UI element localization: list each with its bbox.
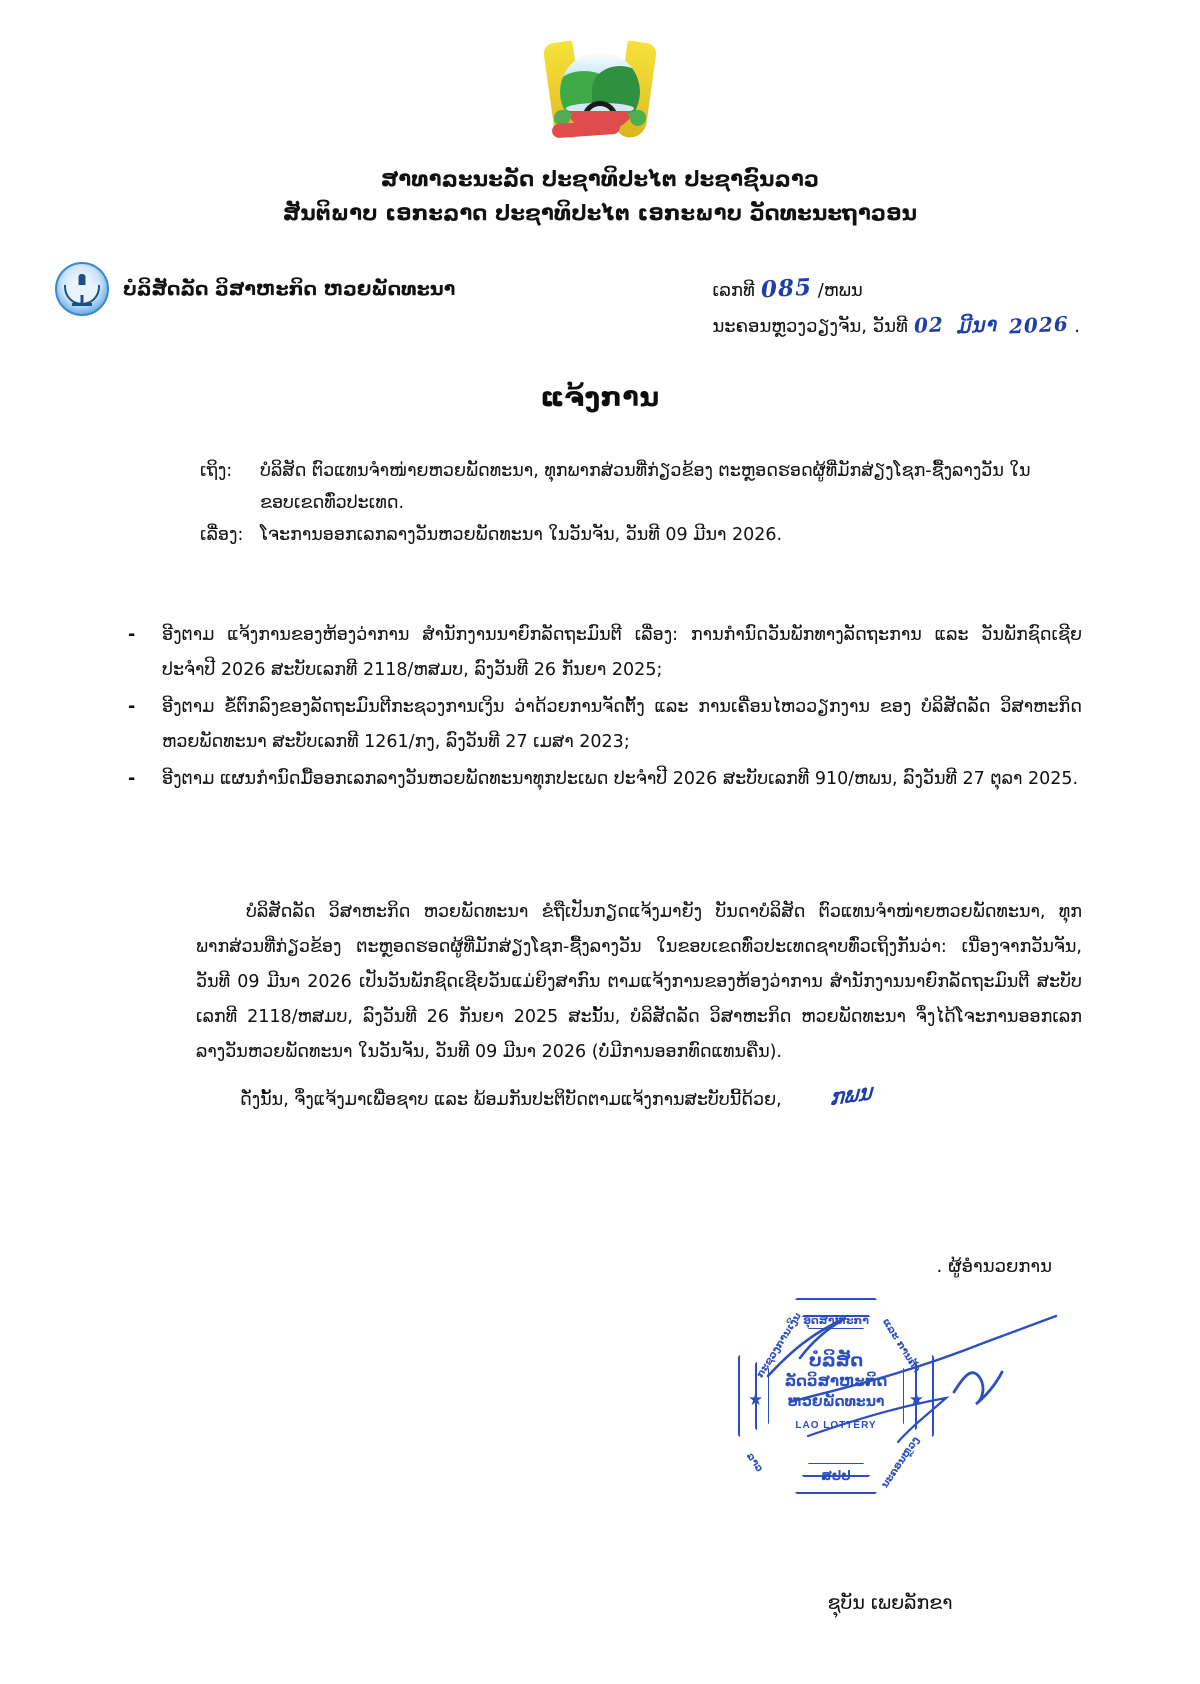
stamp-core-line-4: LAO LOTTERY <box>795 1420 877 1431</box>
stamp-star-left-icon: ★ <box>748 1390 764 1411</box>
signature-block <box>710 1240 1070 1620</box>
date-year-value: 2026 <box>1008 311 1069 339</box>
date-day-value: 02 <box>913 312 945 338</box>
lao-national-emblem-icon <box>546 38 654 146</box>
list-item <box>128 762 1082 797</box>
date-trailing-dot: . <box>1074 316 1080 337</box>
recipient-value: ບໍລິສັດ ຕົວແທນຈຳໜ່າຍຫວຍພັດທະນາ, ທຸກພາກສ່ວນທີ່ກ່ຽວຂ້ອງ ຕະຫຼອດຮອດຜູ້ທີ່ມັກສ່ຽງໂຊກ-ຊື້ງລາງວັນ ໃນຂອບເຂດທົ່ວປະເທດ. <box>260 461 1031 513</box>
bullet-marker: - <box>128 769 136 789</box>
list-item <box>128 618 1082 688</box>
emblem-container <box>0 38 1200 146</box>
bullet-marker: - <box>128 697 136 717</box>
reference-number-line <box>712 272 1080 308</box>
stamp-core-line-2: ລັດວິສາຫະກິດ <box>784 1372 888 1390</box>
national-motto-line: ສັນຕິພາບ ເອກະລາດ ປະຊາທິປະໄຕ ເອກະພາບ ວັດທະນະຖາວອນ <box>282 201 918 225</box>
closing-text: ດັ່ງນັ້ນ, ຈຶ່ງແຈ້ງມາເພື່ອຊາບ ແລະ ພ້ອມກັນປະຕິບັດຕາມແຈ້ງການສະບັບນີ້ດ້ວຍ, <box>240 1090 782 1110</box>
bullet-marker: - <box>128 625 136 645</box>
stamp-right-text: ແລະ ການຄ້າ <box>880 1316 923 1375</box>
document-meta <box>200 455 1080 551</box>
page-title: ແຈ້ງການ <box>540 382 660 413</box>
organization-block <box>55 262 455 316</box>
stamp-corner-left-text: ລາວ <box>744 1450 765 1475</box>
subject-value: ໂຈະການອອກເລກລາງວັນຫວຍພັດທະນາ ໃນວັນຈັນ, ວັນທີ 09 ມີນາ 2026. <box>260 525 783 545</box>
list-item <box>128 690 1082 760</box>
reference-number-suffix: /ຫພນ <box>817 280 863 301</box>
stamp-bottom-text: ສປປ <box>821 1469 851 1484</box>
signer-title-dot: . <box>936 1256 943 1277</box>
list-item-text: ອີງຕາມ ແຈ້ງການຂອງຫ້ອງວ່າການ ສຳນັກງານນາຍົກລັດຖະມົນຕີ ເລື່ອງ: ການກຳນົດວັນພັກທາງລັດຖະການ ແລະ ວັນພັກຊົດເຊີຍ ປະຈຳປີ 2026 ສະບັບເລກທີ 2118/ຫສມບ, ລົງວັນທີ 26 ກັນຍາ 2025; <box>162 625 1082 680</box>
signer-title-text: ຜູ້ອຳນວຍການ <box>948 1256 1052 1277</box>
subject-row <box>200 519 1080 551</box>
stamp-core-line-3: ຫວຍພັດທະນາ <box>787 1394 885 1410</box>
legal-basis-list <box>128 618 1082 799</box>
stamp-top-text: ອຸດສາຫະກຳ <box>803 1314 869 1327</box>
stamp-core-text <box>738 1350 934 1436</box>
stamp-corner-right-text: ນະຄອນຫຼວງ <box>879 1434 922 1491</box>
date-month-value: ມີນາ <box>954 311 998 339</box>
logo-base-shape <box>72 303 92 306</box>
signer-title <box>937 1256 1052 1277</box>
lao-lottery-logo-icon <box>55 262 109 316</box>
list-item-text: ອີງຕາມ ແຜນກຳນົດມື້ອອກເລກລາງວັນຫວຍພັດທະນາທຸກປະເພດ ປະຈຳປີ 2026 ສະບັບເລກທີ 910/ຫພນ, ລົງວັນທີ 27 ຕຸລາ 2025. <box>162 769 1079 789</box>
reference-block <box>712 272 1080 344</box>
body-paragraph-closing <box>196 1080 1082 1118</box>
subject-label: ເລື່ອງ: <box>200 525 244 545</box>
stamp-core-line-1: ບໍລິສັດ <box>808 1350 864 1371</box>
recipient-label: ເຖິງ: <box>200 461 233 481</box>
document-body <box>196 895 1082 1124</box>
stamp-left-text: ກະຊວງການເງິນ <box>754 1311 804 1380</box>
place-date-line <box>712 308 1080 344</box>
reference-number-label: ເລກທີ <box>712 280 755 301</box>
recipient-row <box>200 455 1080 519</box>
signer-name: ຊຸບັນ ເພຍລັກຂາ <box>827 1592 953 1614</box>
official-stamp <box>738 1298 934 1494</box>
stamp-star-right-icon: ★ <box>908 1390 924 1411</box>
list-item-text: ອີງຕາມ ຂໍ້ຕົກລົງຂອງລັດຖະມົນຕີກະຊວງການເງິນ ວ່າດ້ວຍການຈັດຕັ້ງ ແລະ ການເຄື່ອນໄຫວວຽກງານ ຂອງ ບໍລິສັດລັດ ວິສາຫະກິດ ຫວຍພັດທະນາ ສະບັບເລກທີ 1261/ກງ, ລົງວັນທີ 27 ເມສາ 2023; <box>162 697 1082 752</box>
organization-name: ບໍລິສັດລັດ ວິສາຫະກິດ ຫວຍພັດທະນາ <box>123 278 456 300</box>
reference-number-value: 085 <box>760 273 813 304</box>
body-paragraph-main: ບໍລິສັດລັດ ວິສາຫະກິດ ຫວຍພັດທະນາ ຂໍຖືເປັນກຽດແຈ້ງມາຍັງ ບັນດາບໍລິສັດ ຕົວແທນຈຳໜ່າຍຫວຍພັດທະນາ, ທຸກພາກສ່ວນທີ່ກ່ຽວຂ້ອງ ຕະຫຼອດຮອດຜູ້ທີ່ມັກສ່ຽງໂຊກ-ຊື້ງລາງວັນ ໃນຂອບເຂດທົ່ວປະເທດຊາບທົ່ວເຖິງກັນວ່າ: ເນື່ອງຈາກວັນຈັນ, ວັນທີ 09 ມີນາ 2026 ເປັນວັນພັກຊົດເຊີຍວັນແມ່ຍິງສາກົນ ຕາມແຈ້ງການຂອງຫ້ອງວ່າການ ສຳນັກງານນາຍົກລັດຖະມົນຕີ ສະບັບເລກທີ 2118/ຫສມບ, ລົງວັນທີ 26 ກັນຍາ 2025 ສະນັ້ນ, ບໍລິສັດລັດ ວິສາຫະກິດ ຫວຍພັດທະນາ ຈຶ່ງໄດ້ໂຈະການອອກເລກລາງວັນຫວຍພັດທະນາ ໃນວັນຈັນ, ວັນທີ 09 ມີນາ 2026 (ບໍ່ມີການອອກທົດແທນຄືນ). <box>196 902 1082 1062</box>
place-date-label: ນະຄອນຫຼວງວຽງຈັນ, ວັນທີ <box>712 316 908 337</box>
inline-initial-mark: ກພນ <box>829 1078 873 1111</box>
country-name-line: ສາທາລະນະລັດ ປະຊາທິປະໄຕ ປະຊາຊົນລາວ <box>380 167 820 191</box>
national-header <box>0 162 1200 230</box>
